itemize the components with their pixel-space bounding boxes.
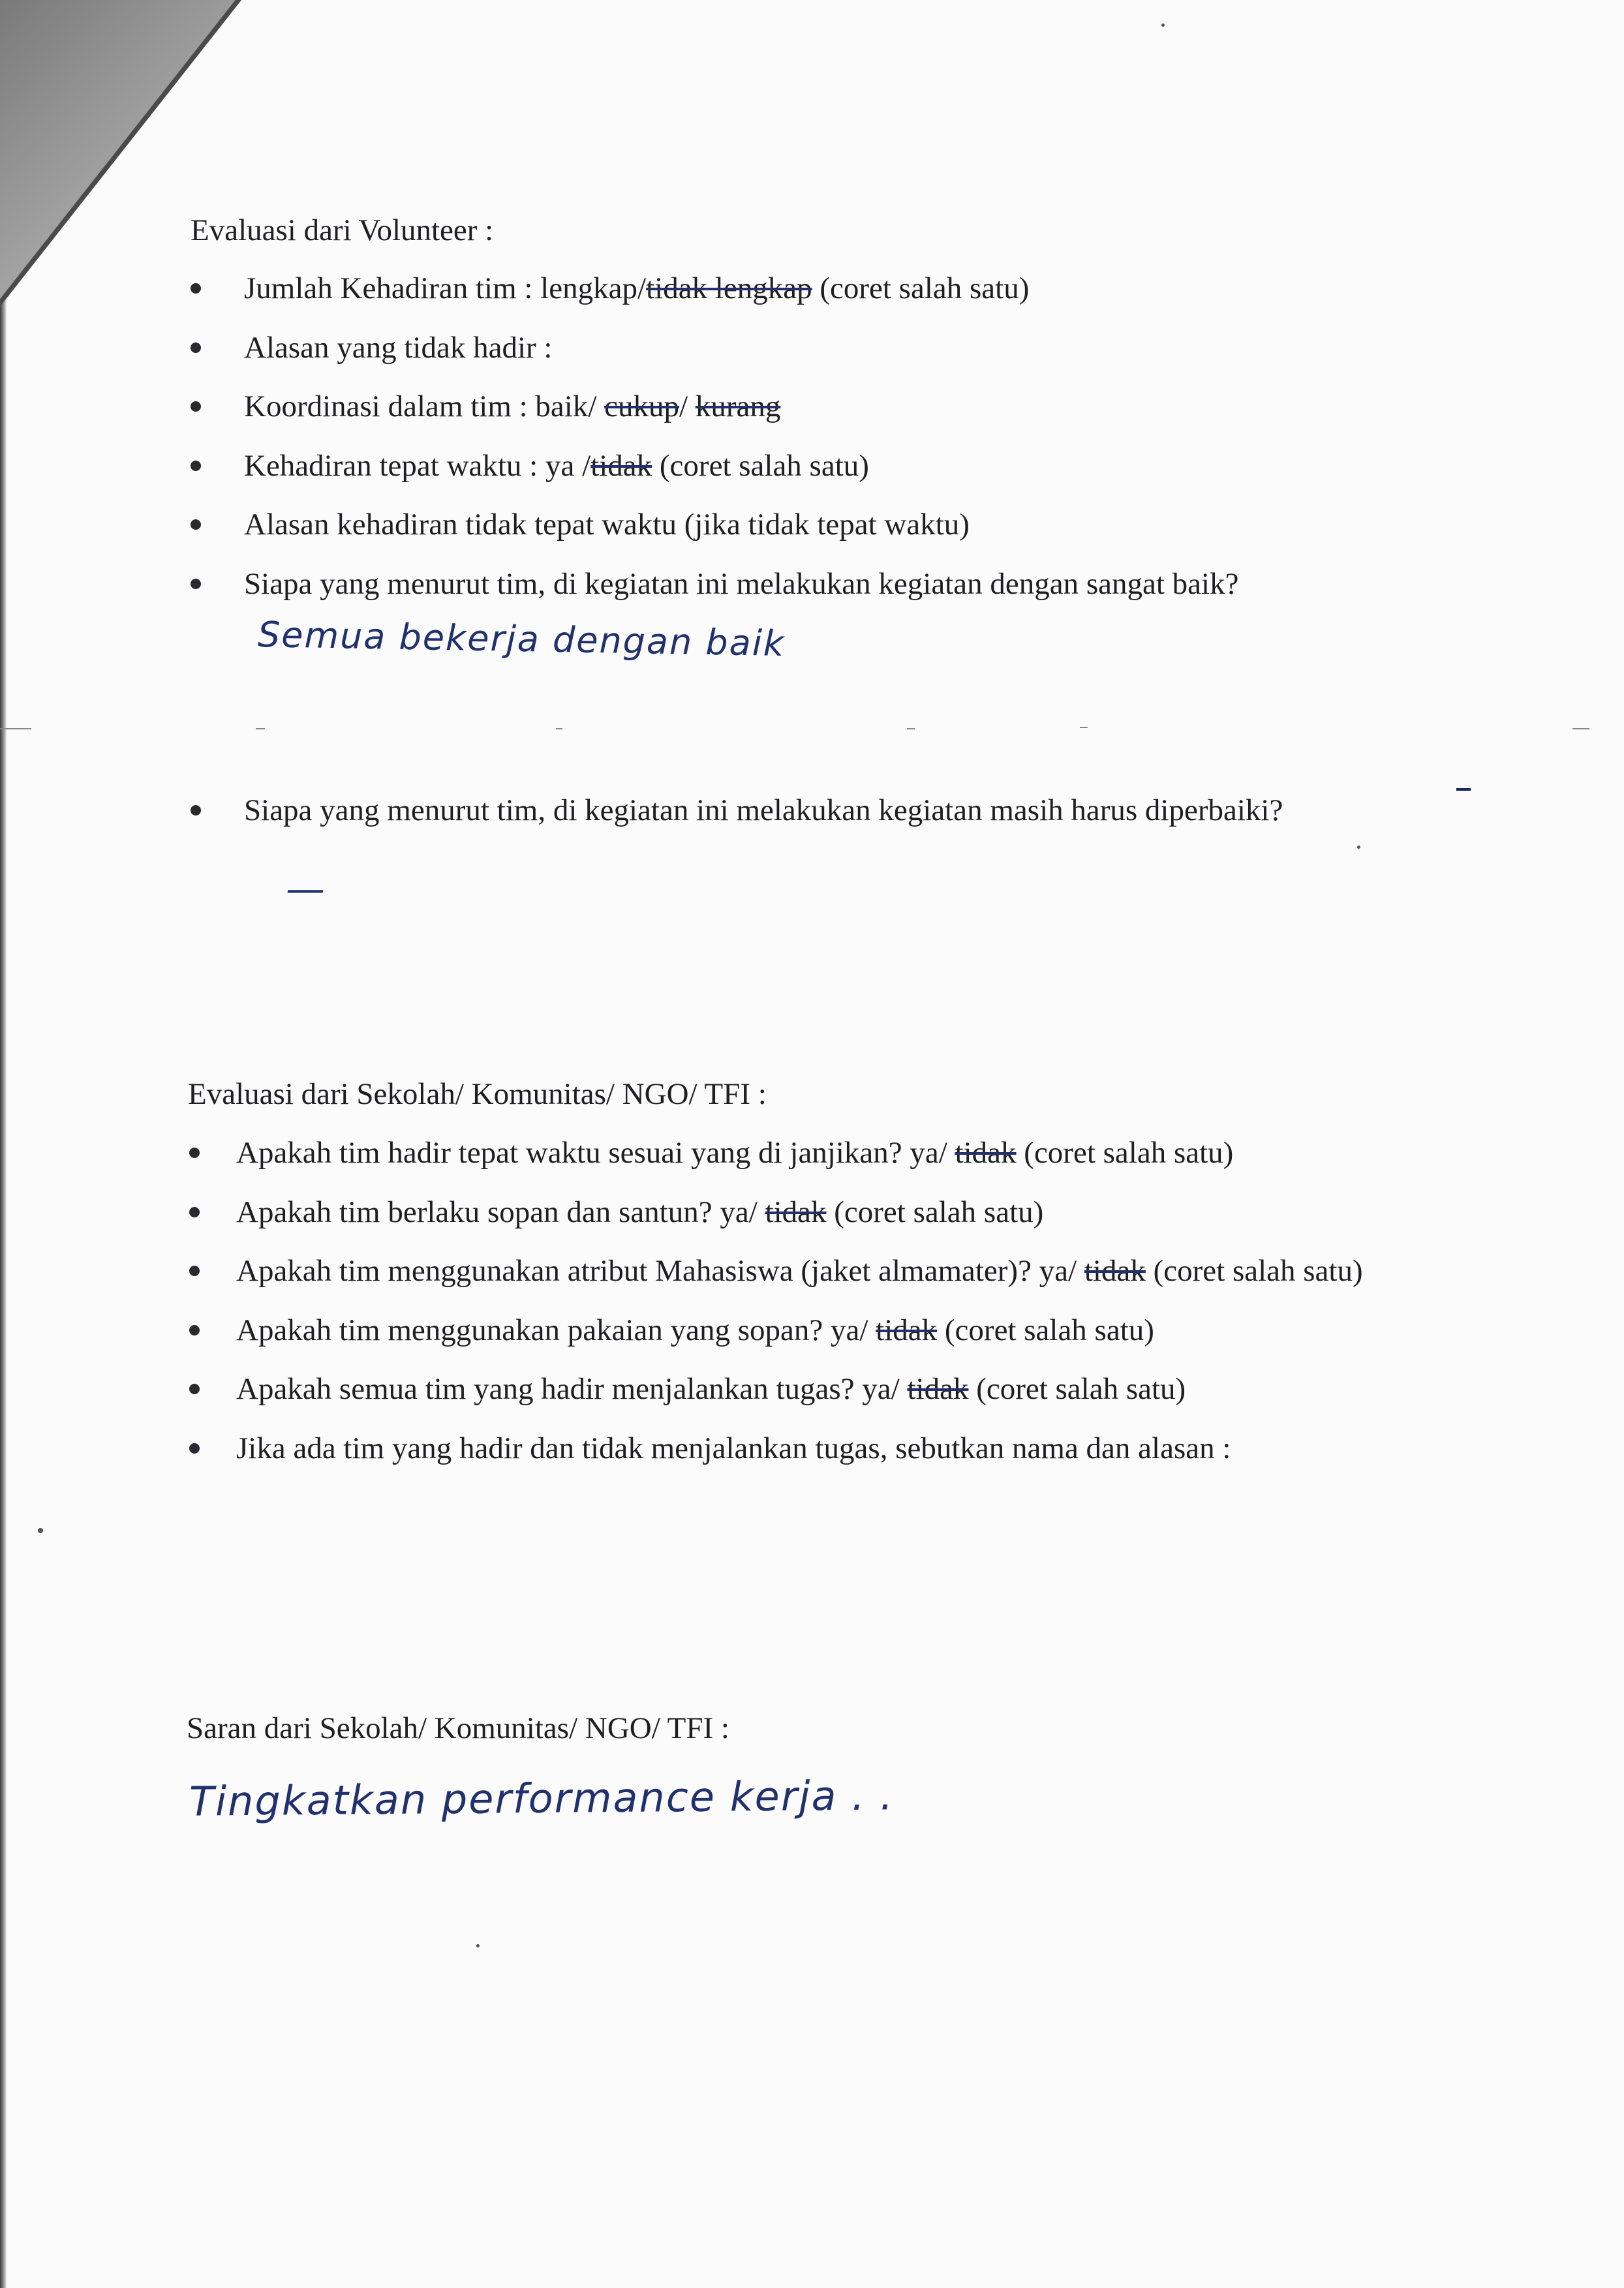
item-note: (coret salah satu) — [1016, 1136, 1234, 1170]
saran-section-title: Saran dari Sekolah/ Komunitas/ NGO/ TFI : — [187, 1711, 729, 1745]
struck-option: tidak — [955, 1136, 1017, 1170]
struck-option: tidak — [907, 1372, 969, 1406]
struck-option: tidak — [1084, 1254, 1146, 1288]
scan-mark — [1080, 727, 1088, 728]
scan-mark — [0, 728, 31, 729]
item-text: Jika ada tim yang hadir dan tidak menjalankan tugas, sebutkan nama dan alasan : — [236, 1431, 1231, 1465]
struck-option: kurang — [695, 389, 781, 423]
list-item — [191, 564, 1238, 624]
list-item — [189, 1429, 1363, 1488]
struck-option: tidak lengkap — [646, 271, 812, 305]
list-item — [191, 505, 1238, 564]
item-note: (coret salah satu) — [968, 1372, 1186, 1406]
struck-option: tidak — [765, 1195, 827, 1229]
handwritten-answer-improve: — — [286, 866, 326, 912]
struck-option: tidak — [590, 448, 652, 483]
list-item — [191, 269, 1238, 328]
item-text: Alasan kehadiran tidak tepat waktu (jika tidak tepat waktu) — [244, 508, 970, 541]
item-text: Apakah tim berlaku sopan dan santun? ya/ — [236, 1195, 765, 1229]
item-text: Jumlah Kehadiran tim : lengkap/ — [244, 271, 647, 305]
item-note: (coret salah satu) — [937, 1313, 1154, 1347]
list-item — [191, 791, 1283, 850]
org-list — [189, 1133, 1363, 1487]
bullet-icon — [191, 283, 201, 294]
scan-mark — [1572, 728, 1589, 729]
scan-edge — [0, 0, 7, 2288]
bullet-icon — [191, 343, 201, 353]
list-item — [189, 1311, 1363, 1370]
bullet-icon — [191, 461, 201, 471]
item-text: Alasan yang tidak hadir : — [244, 330, 553, 365]
item-text: Apakah tim hadir tepat waktu sesuai yang di janjikan? ya/ — [236, 1136, 955, 1170]
item-note: (coret salah satu) — [812, 271, 1030, 305]
scan-mark — [256, 728, 265, 729]
item-text: Siapa yang menurut tim, di kegiatan ini melakukan kegiatan dengan sangat baik? — [244, 566, 1239, 601]
bullet-icon — [189, 1266, 200, 1276]
struck-option: cukup — [604, 389, 680, 423]
item-text: Siapa yang menurut tim, di kegiatan ini melakukan kegiatan masih harus diperbaiki? — [244, 793, 1283, 827]
volunteer-list — [191, 269, 1238, 623]
bullet-icon — [191, 519, 201, 530]
list-item — [189, 1251, 1363, 1311]
handwritten-saran: Tingkatkan performance kerja . . — [189, 1771, 895, 1825]
org-section-title: Evaluasi dari Sekolah/ Komunitas/ NGO/ TFI : — [188, 1077, 767, 1111]
bullet-icon — [189, 1443, 200, 1454]
volunteer-section-title: Evaluasi dari Volunteer : — [191, 213, 494, 247]
scan-mark — [907, 728, 915, 729]
scan-speck — [1357, 846, 1360, 849]
handwritten-answer-best: Semua bekerja dengan baik — [257, 613, 786, 665]
scan-speck — [1161, 23, 1165, 27]
bullet-icon — [189, 1325, 200, 1335]
item-text: Kehadiran tepat waktu : ya / — [244, 448, 591, 483]
list-item — [189, 1369, 1363, 1429]
list-item — [189, 1133, 1363, 1193]
list-item — [191, 446, 1238, 506]
list-item — [191, 387, 1238, 446]
list-item — [191, 328, 1238, 388]
item-note: (coret salah satu) — [652, 448, 869, 483]
scan-mark — [556, 728, 562, 729]
bullet-icon — [191, 401, 201, 412]
scan-speck — [38, 1528, 43, 1533]
bullet-icon — [189, 1384, 200, 1394]
bullet-icon — [189, 1148, 200, 1158]
item-text: Apakah tim menggunakan atribut Mahasiswa (jaket almamater)? ya/ — [236, 1254, 1084, 1288]
item-note: (coret salah satu) — [1145, 1254, 1363, 1288]
scan-speck — [476, 1944, 480, 1947]
item-text: Apakah tim menggunakan pakaian yang sopan? ya/ — [236, 1313, 876, 1347]
item-text: Koordinasi dalam tim : baik/ — [244, 389, 605, 423]
struck-option: tidak — [876, 1313, 938, 1347]
item-text: Apakah semua tim yang hadir menjalankan tugas? ya/ — [236, 1372, 908, 1406]
item-separator: / — [679, 389, 696, 423]
item-note: (coret salah satu) — [826, 1195, 1044, 1229]
scan-mark — [1456, 788, 1471, 791]
list-item — [189, 1193, 1363, 1252]
bullet-icon — [189, 1207, 200, 1217]
bullet-icon — [191, 579, 201, 589]
bullet-icon — [191, 805, 201, 816]
